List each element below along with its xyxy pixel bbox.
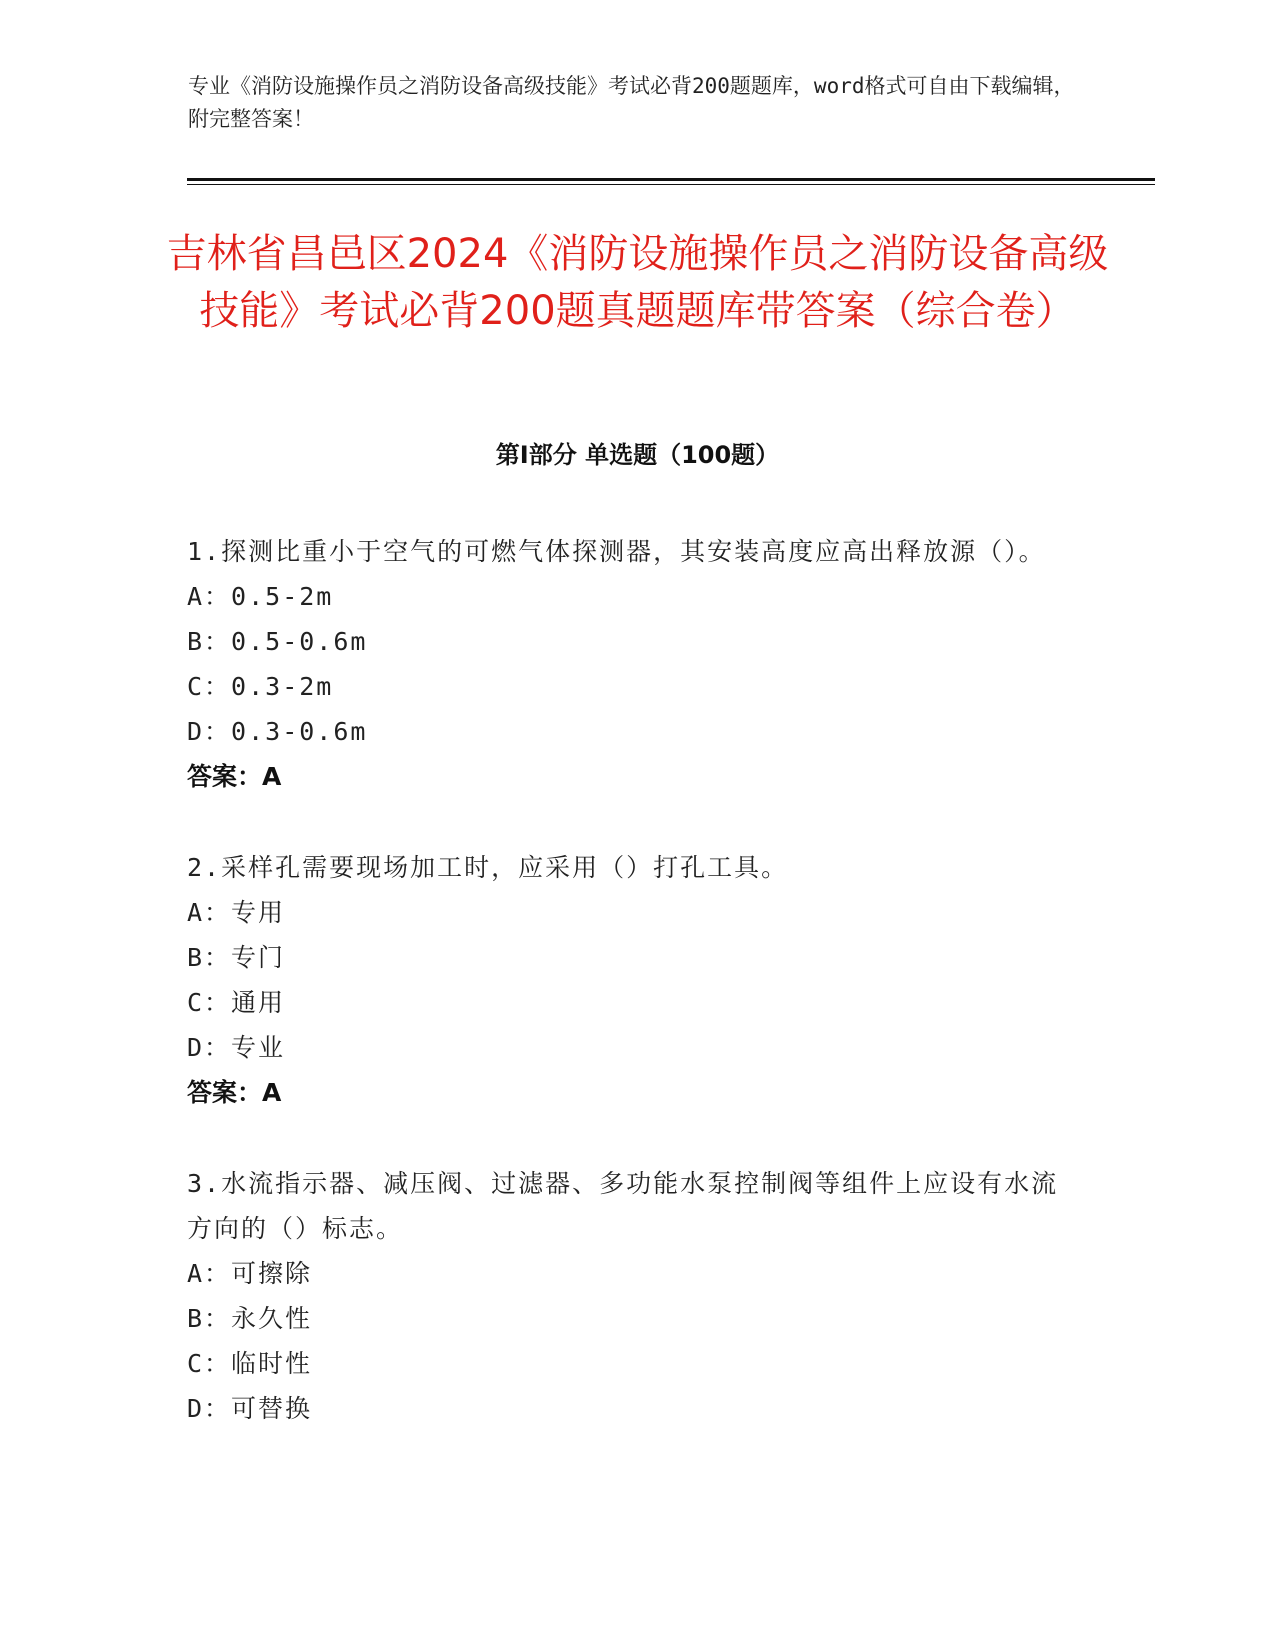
question-list <box>187 529 1067 1477</box>
option-a: A：专用 <box>187 898 286 927</box>
question-stem: 3.水流指示器、减压阀、过滤器、多功能水泵控制阀等组件上应设有水流方向的（）标志。 <box>187 1169 1059 1243</box>
option-b: B：专门 <box>187 943 286 972</box>
question-stem: 1.探测比重小于空气的可燃气体探测器，其安装高度应高出释放源（）。 <box>187 537 1046 566</box>
option-d: D：可替换 <box>187 1394 313 1423</box>
option-b: B：永久性 <box>187 1304 313 1333</box>
section-title: 第Ⅰ部分 单选题（100题） <box>495 441 780 469</box>
option-c: C：通用 <box>187 988 286 1017</box>
question-2 <box>187 845 1067 1115</box>
header-note: 专业《消防设施操作员之消防设备高级技能》考试必背200题题库，word格式可自由下载编辑，附完整答案！ <box>188 74 1075 131</box>
question-stem: 2.采样孔需要现场加工时，应采用（）打孔工具。 <box>187 853 789 882</box>
option-d: D：0.3-0.6m <box>187 717 368 746</box>
header-rule-thin <box>187 184 1155 185</box>
option-c: C：0.3-2m <box>187 672 334 701</box>
document-title: 吉林省昌邑区2024《消防设施操作员之消防设备高级技能》考试必背200题真题题库带答案（综合卷） <box>166 231 1109 334</box>
option-d: D：专业 <box>187 1033 286 1062</box>
question-3 <box>187 1161 1067 1431</box>
option-a: A：0.5-2m <box>187 582 334 611</box>
option-b: B：0.5-0.6m <box>187 627 368 656</box>
answer-line: 答案：A <box>187 762 282 791</box>
option-a: A：可擦除 <box>187 1259 313 1288</box>
answer-line: 答案：A <box>187 1078 282 1107</box>
option-c: C：临时性 <box>187 1349 313 1378</box>
header-rule-thick <box>187 178 1155 181</box>
question-1 <box>187 529 1067 799</box>
